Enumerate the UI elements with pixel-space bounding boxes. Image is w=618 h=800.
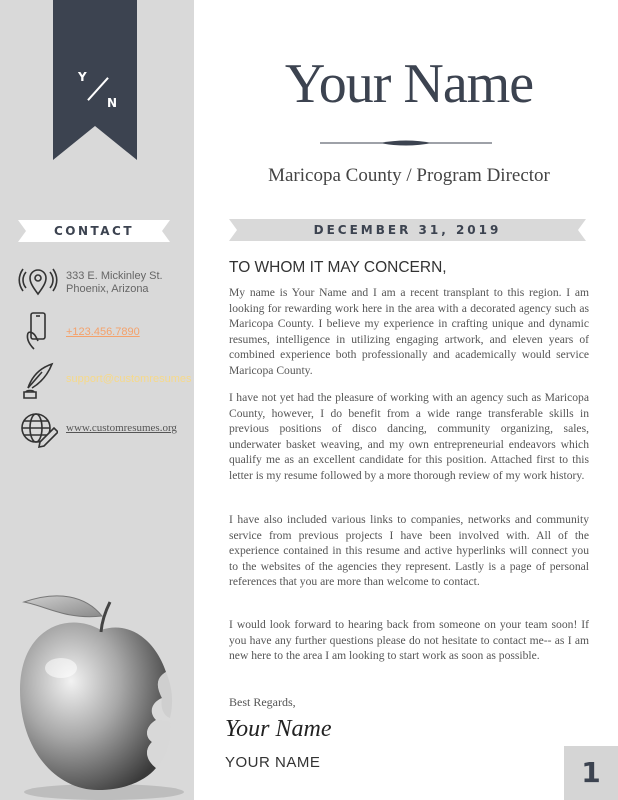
typed-name: YOUR NAME xyxy=(225,754,321,771)
phone-link[interactable]: +123.456.7890 xyxy=(66,326,140,338)
body-paragraph: I have not yet had the pleasure of working with an agency such as Maricopa County, however, I do benefit from a wide range transferable skills in previous positions of disco dancing, community organizing, sales, underwater basket weaving, and my own entrepreneurial endeavors which qualify me as an excellent candidate for this position. Attached first to this letter is my resume followed by a more thorough review of my work history. xyxy=(229,391,589,482)
name-heading: Your Name xyxy=(284,53,534,115)
closing: Best Regards, xyxy=(229,695,296,709)
website-link[interactable]: www.customresumes.org xyxy=(66,422,177,434)
apple-illustration xyxy=(6,590,196,800)
contact-heading: CONTACT xyxy=(53,224,135,238)
phone-icon xyxy=(18,311,58,351)
address-line-1: 333 E. Mickinley St. xyxy=(66,270,163,282)
page-number: 1 xyxy=(581,756,601,789)
ornamental-divider xyxy=(320,138,492,148)
body-paragraph: I have also included various links to companies, networks and community service from previous projects I have been involved with. All of the experience contained in this resume and active hyperlinks will connect you to the websites of the agencies they represent. Lastly is a page of personal references that you are more than welcome to contact. xyxy=(229,513,589,589)
salutation: TO WHOM IT MAY CONCERN, xyxy=(229,259,447,276)
monogram-first: Y xyxy=(78,70,87,84)
globe-icon xyxy=(18,408,58,448)
quill-icon xyxy=(18,360,58,400)
location-icon xyxy=(18,264,58,304)
letter-date: DECEMBER 31, 2019 xyxy=(313,223,502,237)
body-paragraph: My name is Your Name and I am a recent transplant to this region. I am looking for rewarding work here in the area with a decorated agency such as Maricopa County. I believe my experience in crafting unique and dynamic resumes, intelligence in utilizing engaging artwork, and eleven years of combined experience both professionally and academically would service Maricopa County. xyxy=(229,286,589,377)
email-link[interactable]: support@customresumes xyxy=(66,373,192,385)
address-line-2: Phoenix, Arizona xyxy=(66,283,149,295)
monogram-ribbon xyxy=(53,0,137,160)
signature: Your Name xyxy=(225,716,332,742)
subtitle: Maricopa County / Program Director xyxy=(268,165,550,186)
body-paragraph: I would look forward to hearing back from someone on your team soon! If you have any further questions please do not hesitate to contact me-- as I am new here to the area I am looking to start work as soon as possible. xyxy=(229,618,589,663)
monogram-last: N xyxy=(107,96,118,110)
